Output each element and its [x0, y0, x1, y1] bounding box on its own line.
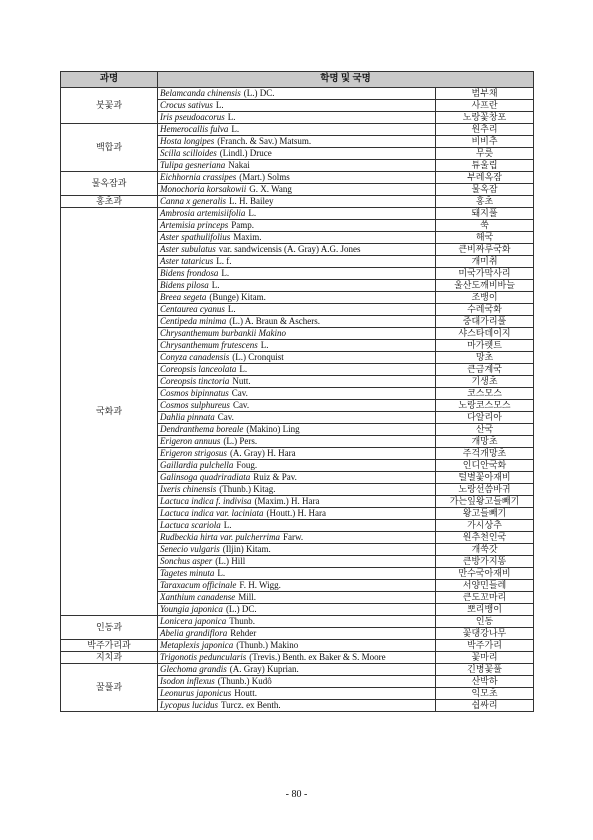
scientific-name-cell — [158, 604, 436, 616]
scientific-name-author: (Maxim.) H. Hara — [254, 496, 320, 506]
korean-name-cell: 물옥잠 — [436, 184, 534, 196]
korean-name-cell: 가시상추 — [436, 520, 534, 532]
scientific-name-genus-species: Galinsoga quadriradiata — [160, 472, 251, 482]
korean-name-cell: 미국가막사리 — [436, 268, 534, 280]
scientific-name-cell — [158, 208, 436, 220]
scientific-name-cell — [158, 580, 436, 592]
scientific-name-genus-species: Canna x generalis — [160, 196, 226, 206]
family-name-cell: 붓꽃과 — [61, 88, 158, 124]
scientific-name-genus-species: Centipeda minima — [160, 316, 227, 326]
scientific-name-author: Foug. — [236, 460, 258, 470]
scientific-name-cell — [158, 496, 436, 508]
scientific-name-cell — [158, 124, 436, 136]
scientific-name-genus-species: Aster spathulifolius — [160, 232, 231, 242]
scientific-name-cell — [158, 268, 436, 280]
scientific-name-author: L. — [231, 124, 240, 134]
scientific-name-author: Nakai — [228, 160, 250, 170]
korean-name-cell: 노랑꽃창포 — [436, 112, 534, 124]
korean-name-cell: 큰금계국 — [436, 364, 534, 376]
scientific-name-cell — [158, 304, 436, 316]
scientific-name-author: (Franch. & Sav.) Matsum. — [217, 136, 312, 146]
korean-name-cell: 큰방가지똥 — [436, 556, 534, 568]
scientific-name-genus-species: Metaplexis japonica — [160, 640, 234, 650]
scientific-name-author: Nutt. — [232, 376, 251, 386]
scientific-name-cell — [158, 424, 436, 436]
scientific-name-author: L. H. Bailey — [229, 196, 274, 206]
korean-name-cell: 긴병꽃풀 — [436, 664, 534, 676]
scientific-name-cell — [158, 100, 436, 112]
korean-name-cell: 만수국아재비 — [436, 568, 534, 580]
scientific-name-author: (Houtt.) H. Hara — [266, 508, 326, 518]
korean-name-cell: 홍초 — [436, 196, 534, 208]
scientific-name-author: Thunb. — [229, 616, 255, 626]
scientific-name-author: L. — [211, 280, 220, 290]
scientific-name-cell — [158, 568, 436, 580]
scientific-name-cell — [158, 88, 436, 100]
korean-name-cell: 원추천인국 — [436, 532, 534, 544]
scientific-name-author: (Trevis.) Benth. ex Baker & S. Moore — [249, 652, 386, 662]
family-name-cell: 지치과 — [61, 652, 158, 664]
table-row — [61, 652, 534, 664]
korean-name-cell: 다알리아 — [436, 412, 534, 424]
scientific-name-genus-species: Tulipa gesneriana — [160, 160, 226, 170]
scientific-name-cell — [158, 448, 436, 460]
scientific-name-cell — [158, 316, 436, 328]
korean-name-cell: 서양민들레 — [436, 580, 534, 592]
scientific-name-cell — [158, 220, 436, 232]
scientific-name-cell — [158, 172, 436, 184]
korean-name-cell: 수레국화 — [436, 304, 534, 316]
scientific-name-cell — [158, 664, 436, 676]
scientific-name-author: (L.) Cronquist — [232, 352, 284, 362]
scientific-name-genus-species: Artemisia princeps — [160, 220, 229, 230]
scientific-name-author: Cav. — [231, 388, 248, 398]
scientific-name-genus-species: Lycopus lucidus — [160, 700, 218, 710]
scientific-name-genus-species: Dahlia pinnata — [160, 412, 215, 422]
scientific-name-genus-species: Cosmos bipinnatus — [160, 388, 229, 398]
korean-name-cell: 가는잎왕고들빼기 — [436, 496, 534, 508]
scientific-name-cell — [158, 196, 436, 208]
korean-name-cell: 산국 — [436, 424, 534, 436]
scientific-name-genus-species: Hemerocallis fulva — [160, 124, 229, 134]
scientific-name-cell — [158, 556, 436, 568]
korean-name-cell: 노랑코스모스 — [436, 400, 534, 412]
scientific-name-cell — [158, 352, 436, 364]
scientific-name-genus-species: Lactuca scariola — [160, 520, 221, 530]
scientific-name-cell — [158, 544, 436, 556]
scientific-name-author: (Iljin) Kitam. — [222, 544, 271, 554]
scientific-name-genus-species: Breea segeta — [160, 292, 207, 302]
scientific-name-cell — [158, 232, 436, 244]
korean-name-cell: 익모초 — [436, 688, 534, 700]
korean-name-cell: 개쑥갓 — [436, 544, 534, 556]
scientific-name-author: Cav. — [232, 400, 250, 410]
scientific-name-cell — [158, 436, 436, 448]
scientific-name-genus-species: Isodon inflexus — [160, 676, 215, 686]
table-row — [61, 616, 534, 628]
family-column-header: 과명 — [61, 72, 158, 88]
korean-name-cell: 털별꽃아재비 — [436, 472, 534, 484]
family-name-cell: 홍초과 — [61, 196, 158, 208]
scientific-name-author: (A. Gray) H. Hara — [229, 448, 296, 458]
scientific-name-author: (Thunb.) Kudô — [217, 676, 272, 686]
family-name-cell: 백합과 — [61, 124, 158, 172]
korean-name-cell: 범부채 — [436, 88, 534, 100]
korean-name-cell: 박주가리 — [436, 640, 534, 652]
scientific-name-author: L. — [248, 208, 257, 218]
scientific-name-cell — [158, 280, 436, 292]
scientific-name-genus-species: Ixeris chinensis — [160, 484, 217, 494]
scientific-name-cell — [158, 640, 436, 652]
family-name-cell: 인동과 — [61, 616, 158, 640]
scientific-name-cell — [158, 244, 436, 256]
scientific-name-genus-species: Coreopsis tinctoria — [160, 376, 230, 386]
scientific-name-genus-species: Dendranthema boreale — [160, 424, 244, 434]
scientific-name-cell — [158, 376, 436, 388]
scientific-name-cell — [158, 136, 436, 148]
scientific-name-cell — [158, 532, 436, 544]
scientific-name-cell — [158, 472, 436, 484]
korean-name-cell: 인동 — [436, 616, 534, 628]
scientific-name-cell — [158, 616, 436, 628]
scientific-name-author: (A. Gray) Kuprian. — [229, 664, 299, 674]
scientific-name-author: L. — [260, 340, 269, 350]
table-row — [61, 196, 534, 208]
table-row — [61, 664, 534, 676]
table-row — [61, 208, 534, 220]
scientific-name-author: Turcz. ex Benth. — [220, 700, 281, 710]
table-row — [61, 88, 534, 100]
scientific-name-cell — [158, 676, 436, 688]
korean-name-cell: 큰도꼬마리 — [436, 592, 534, 604]
scientific-name-genus-species: Trigonotis peduncularis — [160, 652, 247, 662]
scientific-name-cell — [158, 688, 436, 700]
scientific-name-cell — [158, 520, 436, 532]
scientific-name-genus-species: Chrysanthemum frutescens — [160, 340, 258, 350]
names-column-header: 학명 및 국명 — [158, 72, 534, 88]
scientific-name-author: G. X. Wang — [249, 184, 292, 194]
scientific-name-author: L. — [217, 568, 226, 578]
scientific-name-genus-species: Erigeron strigosus — [160, 448, 227, 458]
scientific-name-cell — [158, 340, 436, 352]
scientific-name-author: L. f. — [216, 256, 232, 266]
scientific-name-genus-species: Centaurea cyanus — [160, 304, 225, 314]
scientific-name-cell — [158, 460, 436, 472]
korean-name-cell: 무릇 — [436, 148, 534, 160]
scientific-name-genus-species: Cosmos sulphureus — [160, 400, 230, 410]
scientific-name-author: F. H. Wigg. — [239, 580, 281, 590]
scientific-name-genus-species: Lactuca indica f. indivisa — [160, 496, 252, 506]
scientific-name-genus-species: Chrysanthemum burbankii Makino — [160, 328, 286, 338]
korean-name-cell: 큰비짜루국화 — [436, 244, 534, 256]
scientific-name-genus-species: Lactuca indica var. laciniata — [160, 508, 264, 518]
scientific-name-author: (L.) Hill — [215, 556, 246, 566]
table-header-row — [61, 72, 534, 88]
scientific-name-cell — [158, 508, 436, 520]
scientific-name-author: (L.) A. Braun & Aschers. — [229, 316, 320, 326]
table-row — [61, 172, 534, 184]
scientific-name-cell — [158, 484, 436, 496]
scientific-name-genus-species: Senecio vulgaris — [160, 544, 220, 554]
scientific-name-author: (Thunb.) Kitag. — [219, 484, 276, 494]
korean-name-cell: 원추리 — [436, 124, 534, 136]
korean-name-cell: 개미취 — [436, 256, 534, 268]
scientific-name-cell — [158, 400, 436, 412]
scientific-name-genus-species: Hosta longipes — [160, 136, 215, 146]
scientific-name-cell — [158, 160, 436, 172]
scientific-name-cell — [158, 412, 436, 424]
scientific-name-genus-species: Belamcanda chinensis — [160, 88, 241, 98]
scientific-name-genus-species: Aster tataricus — [160, 256, 214, 266]
korean-name-cell: 왕고들빼기 — [436, 508, 534, 520]
scientific-name-genus-species: Conyza canadensis — [160, 352, 230, 362]
scientific-name-genus-species: Erigeron annuus — [160, 436, 221, 446]
korean-name-cell: 꽃마리 — [436, 652, 534, 664]
scientific-name-genus-species: Iris pseudoacorus — [160, 112, 225, 122]
scientific-name-author: (Thunb.) Makino — [236, 640, 299, 650]
scientific-name-genus-species: Gaillardia pulchella — [160, 460, 234, 470]
korean-name-cell: 망초 — [436, 352, 534, 364]
korean-name-cell: 중대가리풀 — [436, 316, 534, 328]
scientific-name-author: Houtt. — [234, 688, 258, 698]
scientific-name-author: (L.) DC. — [243, 88, 275, 98]
scientific-name-cell — [158, 112, 436, 124]
scientific-name-author: L. — [227, 304, 236, 314]
scientific-name-genus-species: Glechoma grandis — [160, 664, 227, 674]
scientific-name-author: Ruiz & Pav. — [253, 472, 297, 482]
scientific-name-genus-species: Scilla scilloides — [160, 148, 217, 158]
scientific-name-cell — [158, 628, 436, 640]
scientific-name-author: L. — [223, 520, 232, 530]
table-row — [61, 124, 534, 136]
scientific-name-cell — [158, 700, 436, 712]
scientific-name-cell — [158, 184, 436, 196]
scientific-name-genus-species: Xanthium canadense — [160, 592, 236, 602]
scientific-name-genus-species: Crocus sativus — [160, 100, 213, 110]
scientific-name-cell — [158, 328, 436, 340]
scientific-name-genus-species: Eichhornia crassipes — [160, 172, 237, 182]
scientific-name-author: (Makino) Ling — [246, 424, 300, 434]
korean-name-cell: 산박하 — [436, 676, 534, 688]
korean-name-cell: 해국 — [436, 232, 534, 244]
scientific-name-genus-species: Youngia japonica — [160, 604, 223, 614]
scientific-name-genus-species: Monochoria korsakowii — [160, 184, 247, 194]
scientific-name-genus-species: Sonchus asper — [160, 556, 213, 566]
scientific-name-author: Rehder — [230, 628, 257, 638]
scientific-name-author: Maxim. — [233, 232, 262, 242]
scientific-name-genus-species: Leonurus japonicus — [160, 688, 232, 698]
scientific-name-genus-species: Rudbeckia hirta var. pulcherrima — [160, 532, 280, 542]
scientific-name-author: (Bunge) Kitam. — [209, 292, 266, 302]
scientific-name-genus-species: Abelia grandiflora — [160, 628, 228, 638]
family-name-cell: 국화과 — [61, 208, 158, 616]
korean-name-cell: 코스모스 — [436, 388, 534, 400]
scientific-name-genus-species: Tagetes minuta — [160, 568, 215, 578]
scientific-name-author: (Lindl.) Druce — [219, 148, 272, 158]
family-name-cell: 꿀풀과 — [61, 664, 158, 712]
scientific-name-genus-species: Coreopsis lanceolata — [160, 364, 237, 374]
table-body — [61, 88, 534, 712]
korean-name-cell: 뽀리뱅이 — [436, 604, 534, 616]
scientific-name-author: (Mart.) Solms — [239, 172, 290, 182]
korean-name-cell: 노랑선씀바귀 — [436, 484, 534, 496]
korean-name-cell: 부레옥잠 — [436, 172, 534, 184]
korean-name-cell: 기생초 — [436, 376, 534, 388]
scientific-name-author: Mill. — [238, 592, 256, 602]
scientific-name-cell — [158, 256, 436, 268]
scientific-name-cell — [158, 592, 436, 604]
scientific-name-cell — [158, 292, 436, 304]
korean-name-cell: 비비추 — [436, 136, 534, 148]
korean-name-cell: 개망초 — [436, 436, 534, 448]
korean-name-cell: 쉽싸리 — [436, 700, 534, 712]
korean-name-cell: 돼지풀 — [436, 208, 534, 220]
page-number: - 80 - — [285, 789, 308, 800]
scientific-name-author: Pamp. — [231, 220, 255, 230]
korean-name-cell: 샤스타데이지 — [436, 328, 534, 340]
korean-name-cell: 쑥 — [436, 220, 534, 232]
scientific-name-author: L. — [227, 112, 236, 122]
korean-name-cell: 사프란 — [436, 100, 534, 112]
family-name-cell: 물옥잠과 — [61, 172, 158, 196]
korean-name-cell: 튜울립 — [436, 160, 534, 172]
scientific-name-cell — [158, 388, 436, 400]
scientific-name-cell — [158, 652, 436, 664]
scientific-name-genus-species: Aster subulatus — [160, 244, 216, 254]
korean-name-cell: 울산도깨비바늘 — [436, 280, 534, 292]
scientific-name-genus-species: Bidens frondosa — [160, 268, 219, 278]
scientific-name-genus-species: Ambrosia artemisiifolia — [160, 208, 246, 218]
table-row — [61, 640, 534, 652]
korean-name-cell: 인디안국화 — [436, 460, 534, 472]
scientific-name-author: L. — [221, 268, 230, 278]
korean-name-cell: 주걱개망초 — [436, 448, 534, 460]
korean-name-cell: 마가렛트 — [436, 340, 534, 352]
scientific-name-author: L. — [215, 100, 224, 110]
family-name-cell: 박주가리과 — [61, 640, 158, 652]
species-table — [60, 71, 534, 712]
korean-name-cell: 꽃댕강나무 — [436, 628, 534, 640]
scientific-name-cell — [158, 364, 436, 376]
scientific-name-author: Cav. — [217, 412, 234, 422]
scientific-name-author: (L.) DC. — [225, 604, 257, 614]
scientific-name-genus-species: Taraxacum officinale — [160, 580, 237, 590]
scientific-name-author: Farw. — [282, 532, 304, 542]
scientific-name-cell — [158, 148, 436, 160]
scientific-name-genus-species: Lonicera japonica — [160, 616, 227, 626]
korean-name-cell: 조뱅이 — [436, 292, 534, 304]
scientific-name-genus-species: Bidens pilosa — [160, 280, 209, 290]
scientific-name-author: L. — [239, 364, 248, 374]
scientific-name-author: var. sandwicensis (A. Gray) A.G. Jones — [218, 244, 361, 254]
scientific-name-author: (L.) Pers. — [223, 436, 258, 446]
